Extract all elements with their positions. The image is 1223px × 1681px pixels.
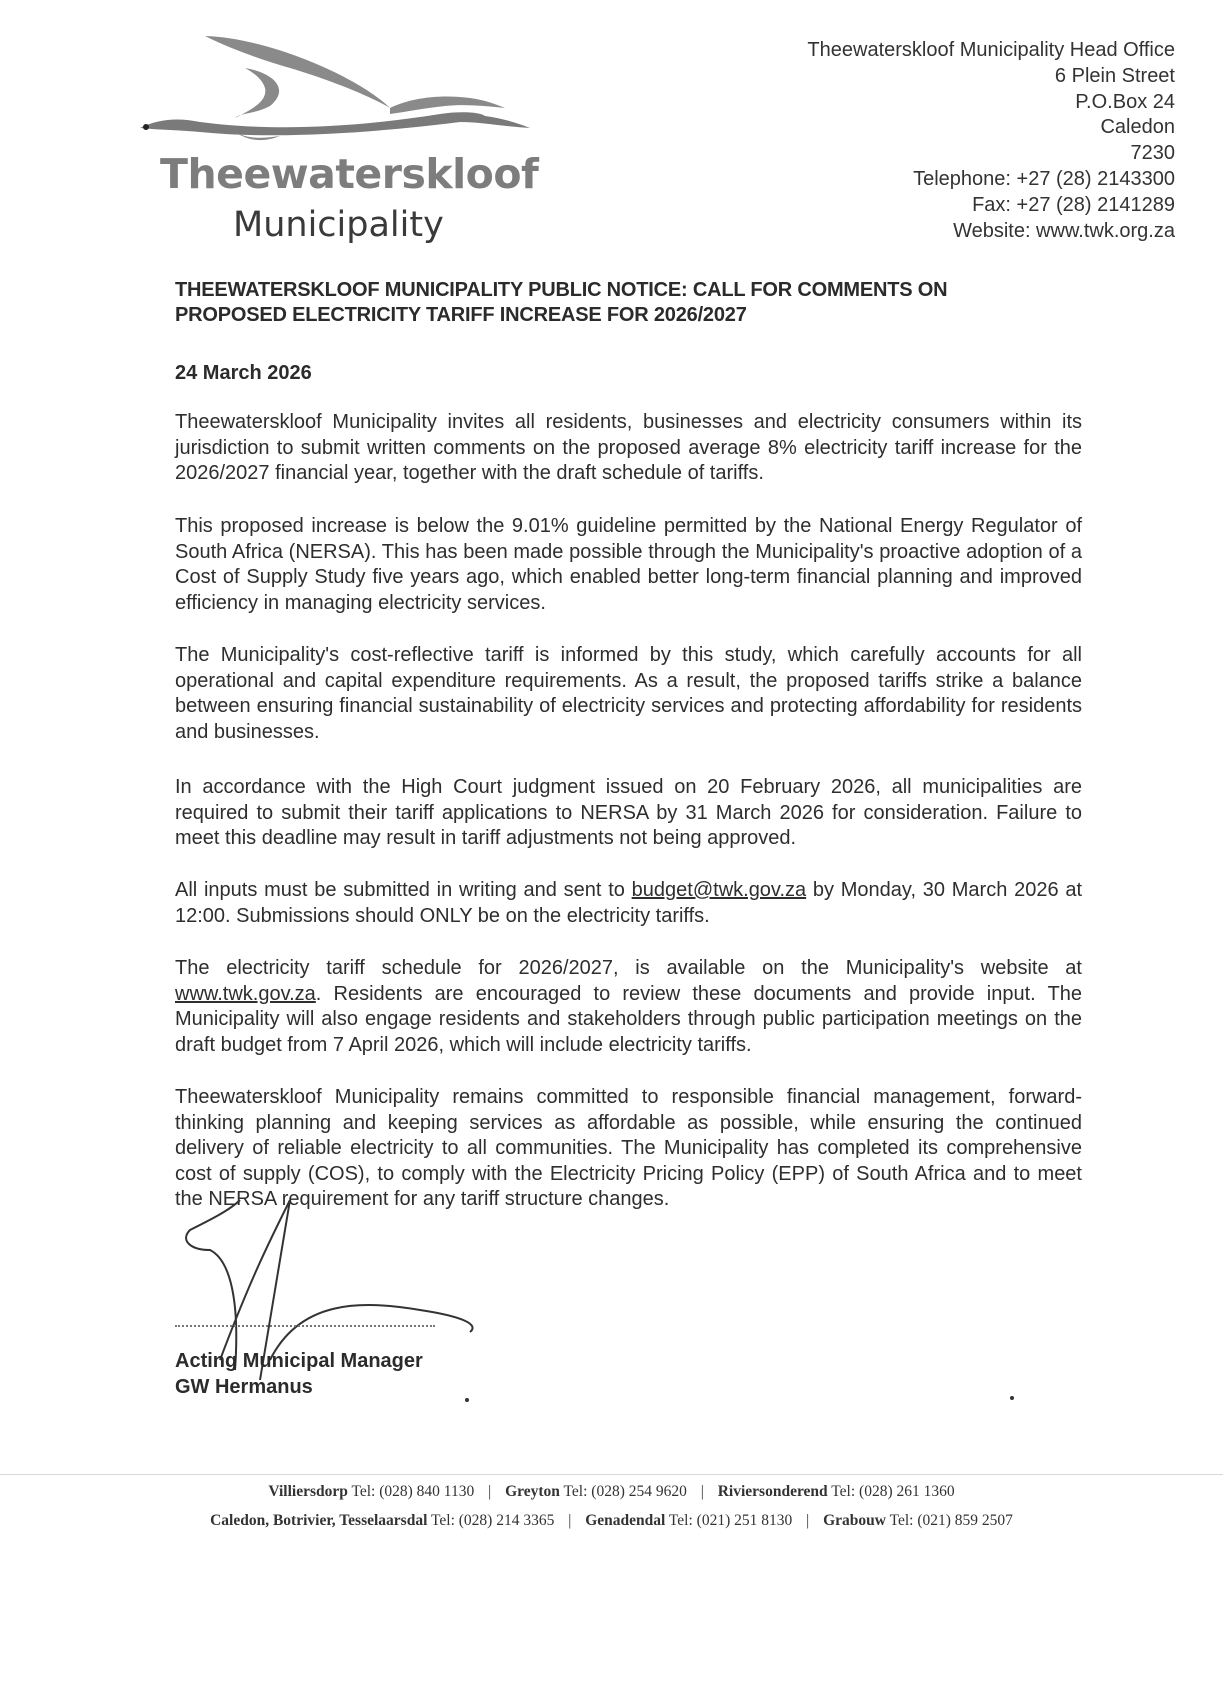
paragraph-submission: [175, 878, 1082, 929]
paragraph-schedule: [175, 956, 1082, 1058]
footer-town: Genadendal: [585, 1512, 666, 1529]
telephone: Telephone: +27 (28) 2143300: [913, 167, 1175, 190]
head-office-address: [807, 38, 1175, 244]
scan-speck: [1010, 1396, 1014, 1400]
footer-separator: |: [488, 1483, 492, 1500]
town: Caledon: [1100, 116, 1175, 139]
footer-town: Grabouw: [823, 1512, 886, 1529]
footer-tel: Tel: (021) 859 2507: [889, 1512, 1013, 1529]
footer-tel: Tel: (028) 840 1130: [351, 1483, 475, 1500]
footer-divider: [0, 1474, 1223, 1475]
po-box: P.O.Box 24: [1075, 90, 1175, 113]
budget-email-link[interactable]: budget@twk.gov.za: [631, 879, 807, 901]
submission-text-before: All inputs must be submitted in writing and sent to: [175, 879, 632, 901]
website: Website: www.twk.org.za: [953, 219, 1175, 242]
office-name: Theewaterskloof Municipality Head Office: [807, 39, 1175, 61]
notice-title: [175, 278, 1082, 328]
footer-tel: Tel: (028) 261 1360: [831, 1483, 955, 1500]
notice-date: 24 March 2026: [175, 362, 312, 384]
swan-logo-icon: [140, 18, 540, 148]
street: 6 Plein Street: [1054, 64, 1175, 87]
signer-name: GW Hermanus: [175, 1376, 313, 1398]
paragraph-invitation: Theewaterskloof Municipality invites all residents, businesses and electricity consumers within its jurisdiction to submit written comments on the proposed average 8% electricity tariff increase for the 2026/2027 financial year, together with the draft schedule of tariffs.: [175, 411, 1082, 484]
signer-role: Acting Municipal Manager: [175, 1350, 423, 1372]
footer-town: Riviersonderend: [717, 1483, 828, 1500]
logo-subtitle: Municipality: [233, 205, 444, 245]
schedule-text-after: . Residents are encouraged to review these documents and provide input. The Municipality will also engage residents and stakeholders through public participation meetings on the draft budget from 7 April 2026, which will include electricity tariffs.: [175, 982, 1082, 1056]
paragraph-commitment: Theewaterskloof Municipality remains committed to responsible financial management, forward-thinking planning and keeping services as affordable as possible, while ensuring the continued delivery of reliable electricity to all communities. The Municipality has completed its comprehensive cost of supply (COS), to comply with the Electricity Pricing Policy (EPP) of South Africa and to meet the NERSA requirement for any tariff structure changes.: [175, 1086, 1082, 1210]
submission-text-after: by Monday, 30 March 2026 at 12:00. Submissions should ONLY be on the electricity tariffs.: [175, 879, 1083, 927]
footer-tel: Tel: (028) 214 3365: [431, 1512, 555, 1529]
footer-separator: |: [568, 1512, 572, 1529]
footer-separator: |: [806, 1512, 810, 1529]
footer-tel: Tel: (021) 251 8130: [668, 1512, 793, 1529]
paragraph-cost-reflective: The Municipality's cost-reflective tariff is informed by this study, which carefully accounts for all operational and capital expenditure requirements. As a result, the proposed tariffs strike a balance between ensuring financial sustainability of electricity services and protecting affordability for residents and businesses.: [175, 644, 1082, 743]
paragraph-court-judgment: In accordance with the High Court judgment issued on 20 February 2026, all municipalities are required to submit their tariff applications to NERSA by 31 March 2026 for consideration. Failure to meet this deadline may result in tariff adjustments not being approved.: [175, 776, 1082, 849]
footer-tel: Tel: (028) 254 9620: [563, 1483, 687, 1500]
notice-title-line-1: THEEWATERSKLOOF MUNICIPALITY PUBLIC NOTICE: CALL FOR COMMENTS ON: [175, 279, 948, 301]
website-link[interactable]: www.twk.gov.za: [175, 982, 316, 1005]
footer-town: Caledon, Botrivier, Tesselaarsdal: [210, 1512, 428, 1529]
logo-name: Theewaterskloof: [160, 150, 539, 198]
municipality-logo: [140, 18, 540, 248]
footer-offices-row-1: [0, 1483, 1223, 1501]
scan-speck: [465, 1398, 469, 1402]
fax: Fax: +27 (28) 2141289: [972, 193, 1175, 216]
footer-town: Villiersdorp: [268, 1483, 348, 1500]
signature-line: [175, 1325, 435, 1327]
footer-offices-row-2: [0, 1512, 1223, 1530]
schedule-text-before: The electricity tariff schedule for 2026/2027, is available on the Municipality's website at: [175, 957, 1082, 979]
notice-title-line-2: PROPOSED ELECTRICITY TARIFF INCREASE FOR 2026/2027: [175, 304, 747, 326]
paragraph-nersa-guideline: This proposed increase is below the 9.01% guideline permitted by the National Energy Regulator of South Africa (NERSA). This has been made possible through the Municipality's proactive adoption of a Cost of Supply Study five years ago, which enabled better long-term financial planning and improved efficiency in managing electricity services.: [175, 515, 1082, 614]
postal-code: 7230: [1130, 142, 1175, 165]
footer-separator: |: [700, 1483, 704, 1500]
footer-town: Greyton: [505, 1483, 560, 1500]
